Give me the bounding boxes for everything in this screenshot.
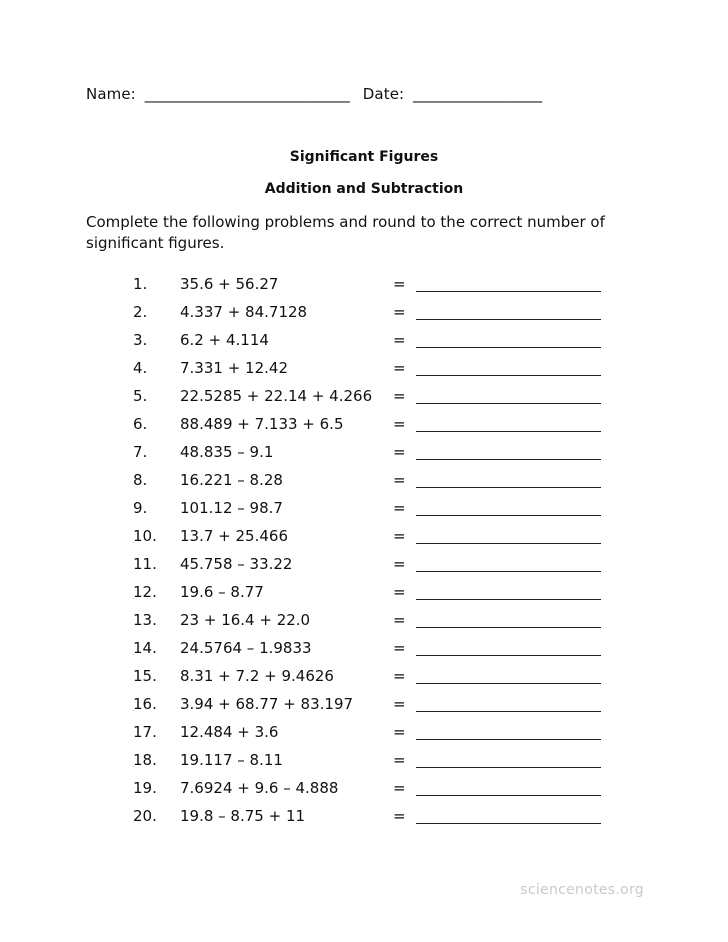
problem-number: 6. [133,415,148,433]
problem-expression: 8.31 + 7.2 + 9.4626 [180,667,334,685]
problem-number: 1. [133,275,148,293]
answer-blank[interactable] [416,795,601,796]
answer-blank[interactable] [416,683,601,684]
problem-row [0,327,728,355]
answer-blank[interactable] [416,599,601,600]
answer-blank[interactable] [416,711,601,712]
date-label: Date: [362,85,405,103]
problem-number: 19. [133,779,157,797]
answer-blank[interactable] [416,627,601,628]
answer-blank[interactable] [416,515,601,516]
answer-blank[interactable] [416,487,601,488]
problem-expression: 13.7 + 25.466 [180,527,288,545]
worksheet-subtitle: Addition and Subtraction [264,181,464,197]
problem-number: 20. [133,807,157,825]
problem-expression: 19.117 – 8.11 [180,751,283,769]
problem-number: 9. [133,499,148,517]
problem-row [0,523,728,551]
problem-number: 12. [133,583,157,601]
answer-blank[interactable] [416,347,601,348]
equals-sign: = [393,555,406,573]
equals-sign: = [393,359,406,377]
problem-expression: 35.6 + 56.27 [180,275,279,293]
equals-sign: = [393,583,406,601]
equals-sign: = [393,303,406,321]
equals-sign: = [393,667,406,685]
answer-blank[interactable] [416,767,601,768]
equals-sign: = [393,275,406,293]
equals-sign: = [393,611,406,629]
answer-blank[interactable] [416,459,601,460]
problem-expression: 12.484 + 3.6 [180,723,279,741]
answer-blank[interactable] [416,375,601,376]
equals-sign: = [393,387,406,405]
answer-blank[interactable] [416,431,601,432]
watermark: sciencenotes.org [520,882,644,898]
problem-expression: 3.94 + 68.77 + 83.197 [180,695,354,713]
answer-blank[interactable] [416,571,601,572]
instructions-text: Complete the following problems and round to the correct number of significant figures. [86,213,605,252]
equals-sign: = [393,807,406,825]
equals-sign: = [393,443,406,461]
equals-sign: = [393,695,406,713]
equals-sign: = [393,639,406,657]
problem-number: 7. [133,443,148,461]
equals-sign: = [393,751,406,769]
problem-row [0,719,728,747]
answer-blank[interactable] [416,291,601,292]
equals-sign: = [393,415,406,433]
problem-expression: 7.6924 + 9.6 – 4.888 [180,779,339,797]
problem-row [0,355,728,383]
problem-row [0,495,728,523]
answer-blank[interactable] [416,823,601,824]
equals-sign: = [393,331,406,349]
equals-sign: = [393,723,406,741]
problem-expression: 101.12 – 98.7 [180,499,283,517]
problem-number: 2. [133,303,148,321]
problem-number: 5. [133,387,148,405]
problem-expression: 24.5764 – 1.9833 [180,639,312,657]
problem-expression: 19.6 – 8.77 [180,583,264,601]
problem-number: 3. [133,331,148,349]
answer-blank[interactable] [416,655,601,656]
problem-row [0,747,728,775]
problem-expression: 45.758 – 33.22 [180,555,293,573]
equals-sign: = [393,499,406,517]
problem-number: 17. [133,723,157,741]
problem-expression: 48.835 – 9.1 [180,443,274,461]
answer-blank[interactable] [416,739,601,740]
problem-row [0,299,728,327]
problem-row [0,271,728,299]
problem-list [0,271,728,831]
problem-row [0,439,728,467]
problem-number: 16. [133,695,157,713]
worksheet-title: Significant Figures [289,149,439,165]
problem-expression: 23 + 16.4 + 22.0 [180,611,311,629]
problem-row [0,775,728,803]
problem-row [0,467,728,495]
problem-number: 10. [133,527,157,545]
problem-row [0,383,728,411]
answer-blank[interactable] [416,543,601,544]
problem-row [0,803,728,831]
name-label: Name: [86,85,136,103]
problem-expression: 88.489 + 7.133 + 6.5 [180,415,344,433]
name-blank[interactable]: ___________________________ [144,85,350,103]
equals-sign: = [393,471,406,489]
date-blank[interactable]: _________________ [413,85,543,103]
problem-expression: 7.331 + 12.42 [180,359,288,377]
problem-row [0,691,728,719]
problem-number: 4. [133,359,148,377]
problem-expression: 19.8 – 8.75 + 11 [180,807,306,825]
answer-blank[interactable] [416,403,601,404]
problem-number: 18. [133,751,157,769]
problem-expression: 16.221 – 8.28 [180,471,283,489]
problem-row [0,579,728,607]
problem-expression: 6.2 + 4.114 [180,331,269,349]
problem-row [0,607,728,635]
problem-number: 14. [133,639,157,657]
answer-blank[interactable] [416,319,601,320]
problem-number: 8. [133,471,148,489]
equals-sign: = [393,779,406,797]
problem-number: 11. [133,555,157,573]
equals-sign: = [393,527,406,545]
problem-row [0,663,728,691]
name-date-header [86,85,542,103]
problem-number: 15. [133,667,157,685]
problem-row [0,411,728,439]
problem-expression: 22.5285 + 22.14 + 4.266 [180,387,373,405]
problem-number: 13. [133,611,157,629]
problem-row [0,635,728,663]
problem-row [0,551,728,579]
problem-expression: 4.337 + 84.7128 [180,303,308,321]
